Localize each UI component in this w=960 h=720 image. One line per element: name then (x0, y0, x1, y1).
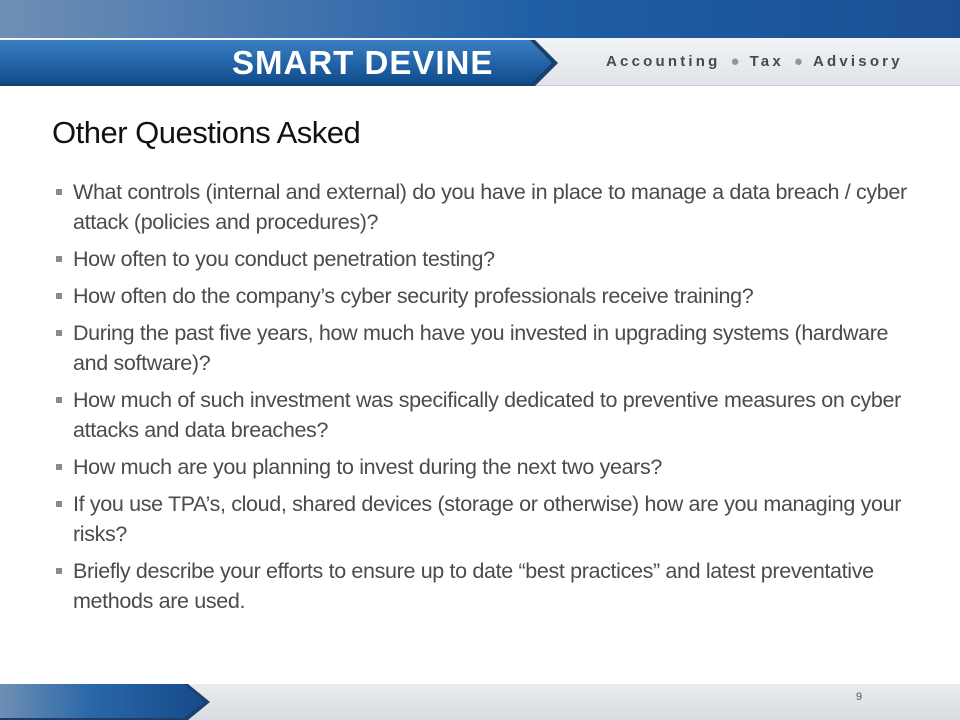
header-top-strip (0, 0, 960, 38)
question-text: If you use TPA’s, cloud, shared devices (storage or otherwise) how are you managing your risks? (73, 492, 902, 546)
question-text: How often to you conduct penetration testing? (73, 247, 495, 271)
list-item (54, 489, 914, 549)
list-item (54, 244, 914, 274)
list-item (54, 385, 914, 445)
question-text: Briefly describe your efforts to ensure up to date “best practices” and latest preventative methods are used. (73, 559, 874, 613)
slide-title: Other Questions Asked (52, 115, 361, 150)
question-text: During the past five years, how much have you invested in upgrading systems (hardware and software)? (73, 321, 889, 375)
tagline-accounting: Accounting (606, 53, 721, 70)
brand-logo-text: SMART DEVINE (232, 44, 494, 81)
bullet-square-icon (56, 189, 62, 195)
bullet-square-icon (56, 397, 62, 403)
tagline (606, 52, 903, 72)
bullet-dot-icon: ● (793, 53, 803, 70)
question-text: How much of such investment was specifically dedicated to preventive measures on cyber attacks and data breaches? (73, 388, 901, 442)
list-item (54, 452, 914, 482)
list-item (54, 556, 914, 616)
question-text: How often do the company’s cyber security professionals receive training? (73, 284, 754, 308)
list-item (54, 318, 914, 378)
tagline-tax: Tax (749, 53, 784, 70)
list-item (54, 177, 914, 237)
question-list (54, 177, 914, 623)
bullet-square-icon (56, 293, 62, 299)
bullet-square-icon (56, 330, 62, 336)
bullet-square-icon (56, 464, 62, 470)
bullet-square-icon (56, 256, 62, 262)
footer-arrow-banner (0, 684, 215, 720)
page-number: 9 (856, 691, 863, 703)
bullet-dot-icon: ● (730, 53, 740, 70)
question-text: What controls (internal and external) do you have in place to manage a data breach / cyber attack (policies and procedures)? (73, 180, 907, 234)
question-text: How much are you planning to invest during the next two years? (73, 455, 663, 479)
tagline-advisory: Advisory (812, 53, 903, 70)
list-item (54, 281, 914, 311)
bullet-square-icon (56, 501, 62, 507)
bullet-square-icon (56, 568, 62, 574)
